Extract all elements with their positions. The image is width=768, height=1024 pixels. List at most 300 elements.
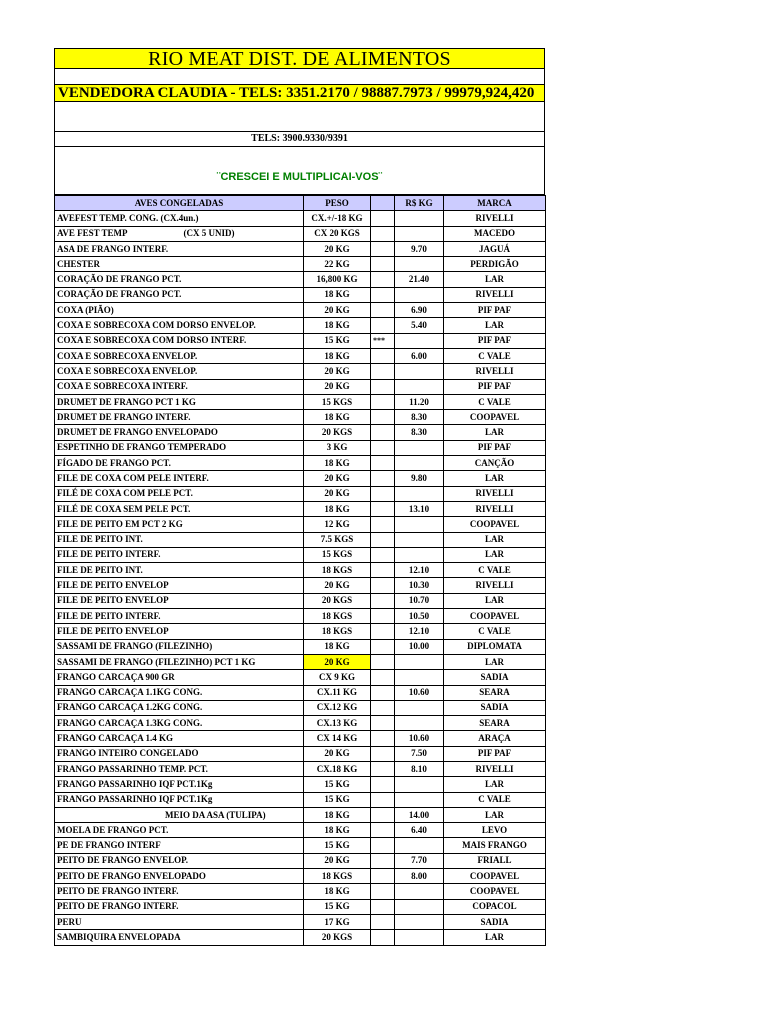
- product-name: PE DE FRANGO INTERF: [57, 840, 161, 851]
- product-name: SAMBIQUIRA ENVELOPADA: [57, 931, 181, 942]
- table-row: [55, 241, 546, 256]
- product-name-cell: [55, 456, 304, 471]
- brand-cell: LAR: [444, 532, 546, 547]
- brand-cell: JAGUÁ: [444, 241, 546, 256]
- product-name: CHESTER: [57, 258, 101, 269]
- price-sheet: [54, 48, 545, 946]
- product-name-cell: [55, 807, 304, 822]
- brand-cell: C VALE: [444, 394, 546, 409]
- product-name-cell: [55, 501, 304, 516]
- product-name-cell: [55, 348, 304, 363]
- price-cell: 10.00: [395, 639, 444, 654]
- product-name-cell: [55, 379, 304, 394]
- note-cell: [371, 364, 395, 379]
- price-cell: [395, 547, 444, 562]
- table-row: [55, 348, 546, 363]
- product-name: CORAÇÃO DE FRANGO PCT.: [57, 289, 182, 300]
- product-name-cell: [55, 685, 304, 700]
- brand-cell: C VALE: [444, 563, 546, 578]
- weight-cell: 17 KG: [304, 914, 371, 929]
- price-cell: [395, 211, 444, 226]
- product-name: COXA E SOBRECOXA COM DORSO ENVELOP.: [57, 320, 256, 331]
- brand-cell: C VALE: [444, 348, 546, 363]
- table-row: [55, 838, 546, 853]
- note-cell: [371, 257, 395, 272]
- note-cell: [371, 211, 395, 226]
- weight-cell: 15 KG: [304, 899, 371, 914]
- note-cell: [371, 471, 395, 486]
- table-row: [55, 456, 546, 471]
- product-name-cell: [55, 761, 304, 776]
- weight-cell: 16,800 KG: [304, 272, 371, 287]
- table-row: [55, 792, 546, 807]
- table-row: [55, 318, 546, 333]
- weight-cell: CX 20 KGS: [304, 226, 371, 241]
- weight-cell: CX.12 KG: [304, 700, 371, 715]
- weight-cell: 20 KG: [304, 364, 371, 379]
- note-cell: [371, 716, 395, 731]
- weight-cell: 20 KGS: [304, 930, 371, 945]
- product-name-cell: [55, 394, 304, 409]
- product-name: FRANGO PASSARINHO IQF PCT.1Kg: [57, 778, 213, 789]
- product-name-cell: [55, 440, 304, 455]
- brand-cell: LAR: [444, 272, 546, 287]
- brand-cell: LAR: [444, 930, 546, 945]
- price-cell: [395, 700, 444, 715]
- price-cell: [395, 486, 444, 501]
- product-name: COXA E SOBRECOXA COM DORSO INTERF.: [57, 335, 247, 346]
- weight-cell: 18 KGS: [304, 869, 371, 884]
- note-cell: [371, 348, 395, 363]
- brand-cell: MAIS FRANGO: [444, 838, 546, 853]
- price-cell: [395, 287, 444, 302]
- weight-cell: 20 KG: [304, 654, 371, 669]
- table-header-row: [55, 196, 546, 211]
- product-name: FILE DE PEITO ENVELOP: [57, 595, 169, 606]
- product-name: FRANGO CARCAÇA 1.2KG CONG.: [57, 702, 203, 713]
- note-cell: [371, 914, 395, 929]
- table-row: [55, 914, 546, 929]
- weight-cell: CX.+/-18 KG: [304, 211, 371, 226]
- weight-cell: CX.18 KG: [304, 761, 371, 776]
- note-cell: [371, 241, 395, 256]
- price-cell: [395, 226, 444, 241]
- table-row: [55, 609, 546, 624]
- weight-cell: 12 KG: [304, 517, 371, 532]
- brand-cell: LAR: [444, 777, 546, 792]
- brand-cell: MACEDO: [444, 226, 546, 241]
- weight-cell: 18 KG: [304, 639, 371, 654]
- brand-cell: FRIALL: [444, 853, 546, 868]
- price-cell: [395, 792, 444, 807]
- product-name-cell: [55, 899, 304, 914]
- table-row: [55, 257, 546, 272]
- table-row: [55, 303, 546, 318]
- brand-cell: RIVELLI: [444, 486, 546, 501]
- column-header-weight: PESO: [304, 196, 371, 211]
- table-row: [55, 670, 546, 685]
- brand-cell: LAR: [444, 471, 546, 486]
- weight-cell: 3 KG: [304, 440, 371, 455]
- product-name: FILÉ DE COXA COM PELE PCT.: [57, 488, 193, 499]
- product-name-cell: [55, 838, 304, 853]
- product-name: PEITO DE FRANGO INTERF.: [57, 886, 179, 896]
- weight-cell: 20 KG: [304, 471, 371, 486]
- table-row: [55, 364, 546, 379]
- product-name-cell: [55, 731, 304, 746]
- brand-cell: LAR: [444, 593, 546, 608]
- product-name: FRANGO CARCAÇA 1.1KG CONG.: [57, 687, 203, 698]
- company-title: RIO MEAT DIST. DE ALIMENTOS: [54, 48, 545, 69]
- table-row: [55, 379, 546, 394]
- product-name-cell: [55, 241, 304, 256]
- product-name: AVE FEST TEMP: [57, 228, 128, 239]
- brand-cell: PIF PAF: [444, 746, 546, 761]
- note-cell: [371, 761, 395, 776]
- note-cell: [371, 486, 395, 501]
- price-cell: 8.00: [395, 869, 444, 884]
- price-cell: [395, 257, 444, 272]
- product-name-cell: [55, 670, 304, 685]
- product-name-cell: [55, 624, 304, 639]
- table-row: [55, 853, 546, 868]
- product-name: FRANGO CARCAÇA 1.4 KG: [57, 733, 173, 744]
- product-name: DRUMET DE FRANGO PCT 1 KG: [57, 396, 196, 407]
- product-name-cell: [55, 547, 304, 562]
- product-name-cell: [55, 823, 304, 838]
- table-row: [55, 899, 546, 914]
- note-cell: [371, 731, 395, 746]
- weight-cell: CX 14 KG: [304, 731, 371, 746]
- price-cell: [395, 716, 444, 731]
- weight-cell: 18 KG: [304, 348, 371, 363]
- weight-cell: 20 KG: [304, 578, 371, 593]
- note-cell: [371, 654, 395, 669]
- weight-cell: 18 KG: [304, 823, 371, 838]
- product-name: FÍGADO DE FRANGO PCT.: [57, 457, 171, 468]
- note-cell: [371, 410, 395, 425]
- table-row: [55, 716, 546, 731]
- brand-cell: C VALE: [444, 792, 546, 807]
- note-cell: [371, 272, 395, 287]
- note-cell: [371, 609, 395, 624]
- brand-cell: PIF PAF: [444, 379, 546, 394]
- brand-cell: RIVELLI: [444, 287, 546, 302]
- table-row: [55, 593, 546, 608]
- column-header-product: AVES CONGELADAS: [55, 196, 304, 211]
- note-cell: [371, 563, 395, 578]
- brand-cell: RIVELLI: [444, 578, 546, 593]
- price-cell: 6.00: [395, 348, 444, 363]
- brand-cell: RIVELLI: [444, 364, 546, 379]
- weight-cell: 18 KGS: [304, 624, 371, 639]
- price-cell: [395, 777, 444, 792]
- price-cell: 12.10: [395, 624, 444, 639]
- product-name: FILE DE PEITO ENVELOP: [57, 580, 169, 591]
- table-row: [55, 211, 546, 226]
- weight-cell: 22 KG: [304, 257, 371, 272]
- product-name-cell: [55, 869, 304, 884]
- weight-cell: 18 KG: [304, 456, 371, 471]
- table-row: [55, 761, 546, 776]
- product-name-cell: [55, 609, 304, 624]
- product-name: FILÉ DE COXA SEM PELE PCT.: [57, 503, 191, 514]
- brand-cell: LAR: [444, 425, 546, 440]
- price-cell: 5.40: [395, 318, 444, 333]
- product-name: FRANGO PASSARINHO TEMP. PCT.: [57, 763, 208, 774]
- note-cell: [371, 593, 395, 608]
- brand-cell: COOPAVEL: [444, 869, 546, 884]
- brand-cell: COOPAVEL: [444, 609, 546, 624]
- price-cell: [395, 914, 444, 929]
- product-name: SASSAMI DE FRANGO (FILEZINHO): [57, 641, 213, 652]
- price-cell: [395, 517, 444, 532]
- table-row: [55, 654, 546, 669]
- product-name: FILE DE COXA COM PELE INTERF.: [57, 472, 209, 483]
- table-row: [55, 869, 546, 884]
- product-name-cell: [55, 333, 304, 348]
- weight-cell: 20 KGS: [304, 593, 371, 608]
- weight-cell: CX.13 KG: [304, 716, 371, 731]
- brand-cell: RIVELLI: [444, 211, 546, 226]
- table-row: [55, 578, 546, 593]
- table-row: [55, 746, 546, 761]
- price-cell: [395, 899, 444, 914]
- note-cell: [371, 226, 395, 241]
- weight-cell: 15 KG: [304, 777, 371, 792]
- brand-cell: RIVELLI: [444, 761, 546, 776]
- brand-cell: COOPAVEL: [444, 517, 546, 532]
- brand-cell: COPACOL: [444, 899, 546, 914]
- weight-cell: 7.5 KGS: [304, 532, 371, 547]
- product-name-cell: [55, 654, 304, 669]
- price-cell: [395, 838, 444, 853]
- brand-cell: SEARA: [444, 716, 546, 731]
- brand-cell: SADIA: [444, 914, 546, 929]
- price-cell: [395, 456, 444, 471]
- table-row: [55, 440, 546, 455]
- table-row: [55, 884, 546, 899]
- note-cell: [371, 899, 395, 914]
- price-cell: [395, 884, 444, 899]
- price-cell: 7.50: [395, 746, 444, 761]
- table-body: [55, 211, 546, 945]
- brand-cell: RIVELLI: [444, 501, 546, 516]
- weight-cell: 20 KG: [304, 303, 371, 318]
- product-name: PEITO DE FRANGO INTERF.: [57, 901, 179, 912]
- note-cell: [371, 685, 395, 700]
- brand-cell: LAR: [444, 318, 546, 333]
- weight-cell: 18 KG: [304, 807, 371, 822]
- weight-cell: 20 KG: [304, 379, 371, 394]
- price-cell: [395, 440, 444, 455]
- product-name-cell: [55, 272, 304, 287]
- product-name: FILE DE PEITO ENVELOP: [57, 625, 169, 636]
- product-name: SASSAMI DE FRANGO (FILEZINHO) PCT 1 KG: [57, 656, 256, 667]
- product-name-extra: (CX 5 UNID): [183, 228, 235, 239]
- table-row: [55, 425, 546, 440]
- price-cell: 12.10: [395, 563, 444, 578]
- product-name: FILE DE PEITO EM PCT 2 KG: [57, 518, 183, 529]
- note-cell: [371, 807, 395, 822]
- product-table: [54, 195, 546, 946]
- product-name-cell: [55, 639, 304, 654]
- price-cell: 7.70: [395, 853, 444, 868]
- product-name-cell: [55, 563, 304, 578]
- weight-cell: 15 KG: [304, 792, 371, 807]
- note-cell: [371, 379, 395, 394]
- table-row: [55, 930, 546, 945]
- brand-cell: SADIA: [444, 700, 546, 715]
- weight-cell: 18 KG: [304, 287, 371, 302]
- product-name-cell: [55, 226, 304, 241]
- product-name-cell: [55, 471, 304, 486]
- note-cell: [371, 318, 395, 333]
- weight-cell: 20 KG: [304, 241, 371, 256]
- table-row: [55, 639, 546, 654]
- product-name-cell: [55, 884, 304, 899]
- product-name-cell: [55, 257, 304, 272]
- brand-cell: C VALE: [444, 624, 546, 639]
- note-cell: [371, 303, 395, 318]
- weight-cell: 18 KG: [304, 884, 371, 899]
- blank-row: [54, 102, 545, 132]
- product-name: CORAÇÃO DE FRANGO PCT.: [57, 274, 182, 285]
- table-row: [55, 486, 546, 501]
- table-row: [55, 394, 546, 409]
- brand-cell: SEARA: [444, 685, 546, 700]
- note-cell: [371, 425, 395, 440]
- note-cell: [371, 624, 395, 639]
- note-cell: [371, 547, 395, 562]
- note-cell: [371, 532, 395, 547]
- table-row: [55, 410, 546, 425]
- brand-cell: COOPAVEL: [444, 410, 546, 425]
- product-name-cell: [55, 914, 304, 929]
- product-name: DRUMET DE FRANGO ENVELOPADO: [57, 427, 218, 438]
- brand-cell: PIF PAF: [444, 440, 546, 455]
- brand-cell: PIF PAF: [444, 333, 546, 348]
- column-header-brand: MARCA: [444, 196, 546, 211]
- weight-cell: CX 9 KG: [304, 670, 371, 685]
- product-name: COXA E SOBRECOXA ENVELOP.: [57, 365, 198, 376]
- price-cell: 10.50: [395, 609, 444, 624]
- product-name-cell: [55, 716, 304, 731]
- brand-cell: COOPAVEL: [444, 884, 546, 899]
- table-row: [55, 517, 546, 532]
- price-cell: 10.60: [395, 685, 444, 700]
- brand-cell: PERDIGÃO: [444, 257, 546, 272]
- note-cell: [371, 501, 395, 516]
- product-name-cell: [55, 593, 304, 608]
- product-name: FILE DE PEITO INTERF.: [57, 610, 161, 621]
- product-name: COXA E SOBRECOXA INTERF.: [57, 381, 188, 392]
- table-row: [55, 272, 546, 287]
- table-row: [55, 547, 546, 562]
- weight-cell: 15 KGS: [304, 547, 371, 562]
- product-name-cell: [55, 364, 304, 379]
- weight-cell: 18 KG: [304, 410, 371, 425]
- product-name: FILE DE PEITO INT.: [57, 534, 143, 545]
- note-cell: [371, 746, 395, 761]
- note-cell: [371, 578, 395, 593]
- price-cell: 6.90: [395, 303, 444, 318]
- price-cell: 9.80: [395, 471, 444, 486]
- product-name: FRANGO CARCAÇA 1.3KG CONG.: [57, 717, 203, 728]
- product-name: PEITO DE FRANGO ENVELOPADO: [57, 870, 206, 881]
- brand-cell: SADIA: [444, 670, 546, 685]
- table-row: [55, 532, 546, 547]
- weight-cell: 15 KGS: [304, 394, 371, 409]
- product-name: FRANGO CARCAÇA 900 GR: [57, 671, 175, 682]
- weight-cell: 18 KGS: [304, 609, 371, 624]
- price-cell: 14.00: [395, 807, 444, 822]
- product-name-cell: [55, 777, 304, 792]
- note-cell: [371, 930, 395, 945]
- price-cell: 8.30: [395, 410, 444, 425]
- product-name-cell: [55, 578, 304, 593]
- product-name: PERU: [57, 916, 82, 927]
- table-row: [55, 823, 546, 838]
- weight-cell: 20 KGS: [304, 425, 371, 440]
- column-header-note: [371, 196, 395, 211]
- note-cell: [371, 456, 395, 471]
- table-row: [55, 501, 546, 516]
- price-cell: [395, 532, 444, 547]
- product-name-cell: [55, 287, 304, 302]
- weight-cell: 18 KG: [304, 318, 371, 333]
- price-cell: 6.40: [395, 823, 444, 838]
- price-cell: 8.30: [395, 425, 444, 440]
- table-row: [55, 731, 546, 746]
- brand-cell: LAR: [444, 654, 546, 669]
- product-name-cell: [55, 532, 304, 547]
- brand-cell: ARAÇA: [444, 731, 546, 746]
- brand-cell: DIPLOMATA: [444, 639, 546, 654]
- note-cell: [371, 700, 395, 715]
- table-row: [55, 226, 546, 241]
- table-row: [55, 807, 546, 822]
- product-name-cell: [55, 425, 304, 440]
- table-row: [55, 624, 546, 639]
- table-row: [55, 700, 546, 715]
- product-name-cell: [55, 486, 304, 501]
- product-name-cell: [55, 410, 304, 425]
- product-name: AVEFEST TEMP. CONG. (CX.4un.): [57, 212, 199, 223]
- product-name-cell: [55, 211, 304, 226]
- brand-cell: CANÇÃO: [444, 456, 546, 471]
- weight-cell: 20 KG: [304, 486, 371, 501]
- product-name-cell: [55, 746, 304, 761]
- price-cell: [395, 333, 444, 348]
- table-row: [55, 287, 546, 302]
- note-cell: ***: [371, 333, 395, 348]
- note-cell: [371, 823, 395, 838]
- product-name: FILE DE PEITO INTERF.: [57, 549, 161, 560]
- product-name-cell: [55, 303, 304, 318]
- note-cell: [371, 853, 395, 868]
- price-cell: [395, 379, 444, 394]
- motto: ¨CRESCEI E MULTIPLICAI-VOS¨: [54, 147, 545, 195]
- price-cell: 8.10: [395, 761, 444, 776]
- note-cell: [371, 670, 395, 685]
- product-name: DRUMET DE FRANGO INTERF.: [57, 411, 191, 422]
- note-cell: [371, 394, 395, 409]
- product-name: COXA E SOBRECOXA ENVELOP.: [57, 350, 198, 361]
- weight-cell: CX.11 KG: [304, 685, 371, 700]
- price-cell: 11.20: [395, 394, 444, 409]
- table-row: [55, 777, 546, 792]
